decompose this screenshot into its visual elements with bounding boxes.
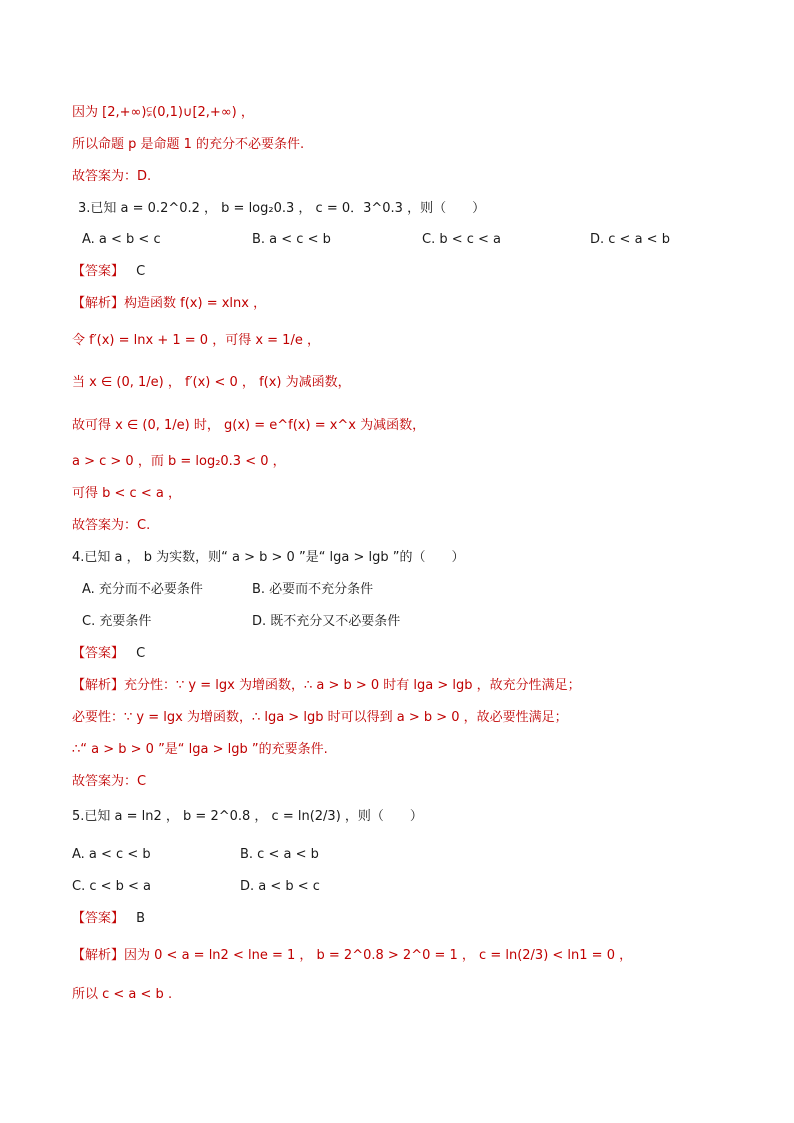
explanation-text: 构造函数 f(x) = xlnx ， — [124, 296, 267, 311]
q5-option-a: A. a < c < b — [72, 847, 151, 862]
q5-stem: 5.已知 a = ln2 ， b = 2^0.8 ， c = ln(2/3) ，则（ ） — [72, 809, 423, 824]
answer-tag: 【答案】 — [72, 646, 125, 661]
q4-explanation-1 — [72, 677, 581, 695]
explanation-tag: 【解析】 — [72, 296, 125, 311]
q3-explanation-5: a > c > 0 ，而 b = log₂0.3 < 0 ， — [72, 454, 286, 469]
q3-option-d: D. c < a < b — [590, 232, 670, 247]
q5-option-d: D. a < b < c — [240, 879, 320, 894]
text-line-3: 故答案为：D. — [72, 169, 152, 184]
q4-explanation-2: 必要性：∵ y = lgx 为增函数，∴ lga > lgb 时可以得到 a > b > 0 ，故必要性满足； — [72, 710, 568, 725]
q5-option-c: C. c < b < a — [72, 879, 152, 894]
text-line-2: 所以命题 p 是命题 1 的充分不必要条件. — [72, 137, 305, 152]
q4-explanation-3: ∴“ a > b > 0 ”是“ lga > lgb ”的充要条件. — [72, 742, 328, 757]
q4-option-b: B. 必要而不充分条件 — [252, 582, 374, 597]
answer-value: C — [136, 264, 146, 279]
q5-option-b: B. c < a < b — [240, 847, 319, 862]
q3-option-c: C. b < c < a — [422, 232, 502, 247]
q4-option-a: A. 充分而不必要条件 — [82, 582, 203, 597]
q5-explanation-2: 所以 c < a < b . — [72, 987, 173, 1002]
q3-explanation-6: 可得 b < c < a ， — [72, 486, 181, 501]
answer-tag: 【答案】 — [72, 911, 125, 926]
q3-option-b: B. a < c < b — [252, 232, 331, 247]
q3-stem: 3.已知 a = 0.2^0.2 ， b = log₂0.3 ， c = 0．3^0.3 ，则（ ） — [78, 201, 486, 216]
q5-answer — [72, 910, 145, 928]
q4-option-d: D. 既不充分又不必要条件 — [252, 614, 401, 629]
q3-explanation-2: 令 f′(x) = lnx + 1 = 0 ，可得 x = 1/e ， — [72, 333, 320, 348]
answer-value: B — [136, 911, 146, 926]
q4-option-c: C. 充要条件 — [82, 614, 152, 629]
explanation-text: 因为 0 < a = ln2 < lne = 1 ， b = 2^0.8 > 2^0 = 1 ， c = ln(2/3) < ln1 = 0 ， — [124, 948, 633, 963]
q4-answer — [72, 645, 145, 663]
q5-explanation-1 — [72, 947, 632, 965]
explanation-tag: 【解析】 — [72, 948, 125, 963]
answer-value: C — [136, 646, 146, 661]
q3-explanation-3: 当 x ∈ (0, 1/e) ， f′(x) < 0 ， f(x) 为减函数， — [72, 375, 351, 390]
q3-explanation-4: 故可得 x ∈ (0, 1/e) 时， g(x) = e^f(x) = x^x 为减函数， — [72, 418, 426, 433]
q3-answer — [72, 263, 145, 281]
text-line-1: 因为 [2,+∞)⫋(0,1)∪[2,+∞) ， — [72, 105, 254, 120]
q4-stem: 4.已知 a ， b 为实数，则“ a > b > 0 ”是“ lga > lgb ”的（ ） — [72, 550, 465, 565]
explanation-tag: 【解析】 — [72, 678, 125, 693]
q3-explanation-7: 故答案为：C. — [72, 518, 151, 533]
q3-option-a: A. a < b < c — [82, 232, 161, 247]
q3-explanation-1 — [72, 295, 266, 313]
q4-explanation-4: 故答案为：C — [72, 774, 147, 789]
explanation-text: 充分性：∵ y = lgx 为增函数，∴ a > b > 0 时有 lga > lgb ，故充分性满足； — [124, 678, 581, 693]
answer-tag: 【答案】 — [72, 264, 125, 279]
